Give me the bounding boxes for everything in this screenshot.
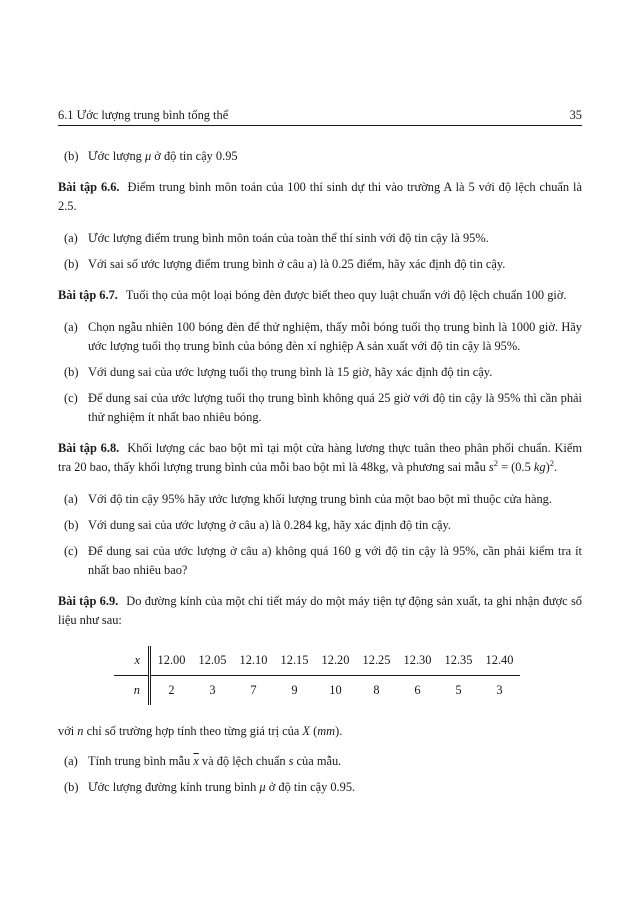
exercise-6-7 [58, 286, 582, 305]
list-item: (b) Với dung sai của ước lượng tuổi thọ trung bình là 15 giờ, hãy xác định độ tin cậy. [64, 365, 493, 379]
exercise-title: Bài tập 6.8. [58, 441, 120, 455]
exercise-6-8: Bài tập 6.8. Khối lượng các bao bột mì tại một cửa hàng lương thực tuân theo phân phối chuẩn. Kiểm tra 20 bao, thấy khối lượng trung bình của mỗi bao bột mì là 48kg, và phương sai mẫu $s^2 = (0.5$ kg)$^2$. [58, 441, 582, 474]
table-cell: 3 [496, 683, 503, 697]
list-item: (a) Chọn ngẫu nhiên 100 bóng đèn để thử nghiệm, thấy mỗi bóng tuổi thọ trung bình là 1000 giờ. Hãy ước lượng tuổi thọ trung bình của bóng đèn xí nghiệp A sản xuất với độ tin cậy là 95%. [64, 320, 582, 353]
table-cell: 9 [291, 683, 298, 697]
exercise-title: Bài tập 6.7. [58, 288, 118, 302]
table-cell: 12.10 [233, 646, 274, 676]
table-cell: 12.35 [438, 646, 479, 676]
table-cell: 2 [168, 683, 175, 697]
list-item: (c) Để dung sai của ước lượng ở câu a) không quá 160 g với độ tin cậy là 95%, cần phải kiểm tra ít nhất bao nhiêu bao? [64, 544, 582, 577]
table-cell: 12.05 [192, 646, 233, 676]
list-item: (b) Với sai số ước lượng điểm trung bình ở câu a) là 0.25 điểm, hãy xác định độ tin cậy. [64, 257, 506, 271]
list-item: (c) Để dung sai của ước lượng tuổi thọ trung bình không quá 25 giờ với độ tin cậy là 95% thì cần phải thử nghiệm ít nhất bao nhiêu bóng. [64, 391, 582, 424]
data-table [114, 646, 520, 705]
table-cell: 6 [414, 683, 421, 697]
running-header [58, 107, 582, 123]
table-row [114, 676, 520, 706]
exercise-text: Điểm trung bình môn toán của 100 thí sinh dự thi vào trường A là 5 với độ lệch chuẩn là 2.5. [58, 180, 582, 213]
list-item: (a) Với độ tin cậy 95% hãy ước lượng khối lượng trung bình của một bao bột mì thuộc cửa hàng. [64, 492, 552, 506]
list-item: (a) Ước lượng điểm trung bình môn toán của toàn thể thí sinh với độ tin cậy là 95%. [64, 231, 489, 245]
page-content [58, 147, 582, 804]
list-item: (a) Tính trung bình mẫu $\overline{x}$ và độ lệch chuẩn s của mẫu. [64, 754, 342, 768]
table-cell: 12.25 [356, 646, 397, 676]
exercise-6-9 [58, 592, 582, 630]
exercise-text: Do đường kính của một chi tiết máy do một máy tiện tự động sản xuất, ta ghi nhận được số liệu như sau: [58, 594, 582, 627]
list-item: (b) Ước lượng μ ở độ tin cậy 0.95 [58, 147, 582, 166]
section-title: 6.1 Ước lượng trung bình tổng thể [58, 108, 229, 122]
table-cell: 12.15 [274, 646, 315, 676]
table-cell: 12.20 [315, 646, 356, 676]
table-cell: 12.40 [479, 646, 520, 676]
list-item: (b) Ước lượng đường kính trung bình μ ở độ tin cậy 0.95. [64, 780, 356, 794]
table-row [114, 646, 520, 676]
exercise-text: Khối lượng các bao bột mì tại một cửa hàng lương thực tuân theo phân phối chuẩn. Kiểm tra 20 bao, thấy khối lượng trung bình của mỗi bao bột mì là 48kg, và phương sai mẫu [58, 441, 582, 474]
table-note: với n chỉ số trường hợp tính theo từng giá trị của X (mm). [58, 724, 343, 738]
list-item: (b) Với dung sai của ước lượng ở câu a) là 0.284 kg, hãy xác định độ tin cậy. [64, 518, 451, 532]
table-cell: 12.30 [397, 646, 438, 676]
table-cell: 7 [250, 683, 257, 697]
exercise-title: Bài tập 6.9. [58, 594, 119, 608]
exercise-text: Tuổi thọ của một loại bóng đèn được biết theo quy luật chuẩn với độ lệch chuẩn 100 giờ. [125, 288, 567, 302]
header-rule [58, 125, 582, 126]
table-cell: 10 [329, 683, 342, 697]
table-cell: 8 [373, 683, 380, 697]
item-label: (b) [64, 149, 79, 163]
table-cell: 3 [209, 683, 216, 697]
exercise-6-6 [58, 178, 582, 216]
exercise-title: Bài tập 6.6. [58, 180, 120, 194]
page-number: 35 [569, 108, 582, 122]
table-cell: 12.00 [150, 646, 193, 676]
row-header: x [114, 646, 150, 676]
row-header: n [114, 676, 150, 706]
table-cell: 5 [455, 683, 462, 697]
